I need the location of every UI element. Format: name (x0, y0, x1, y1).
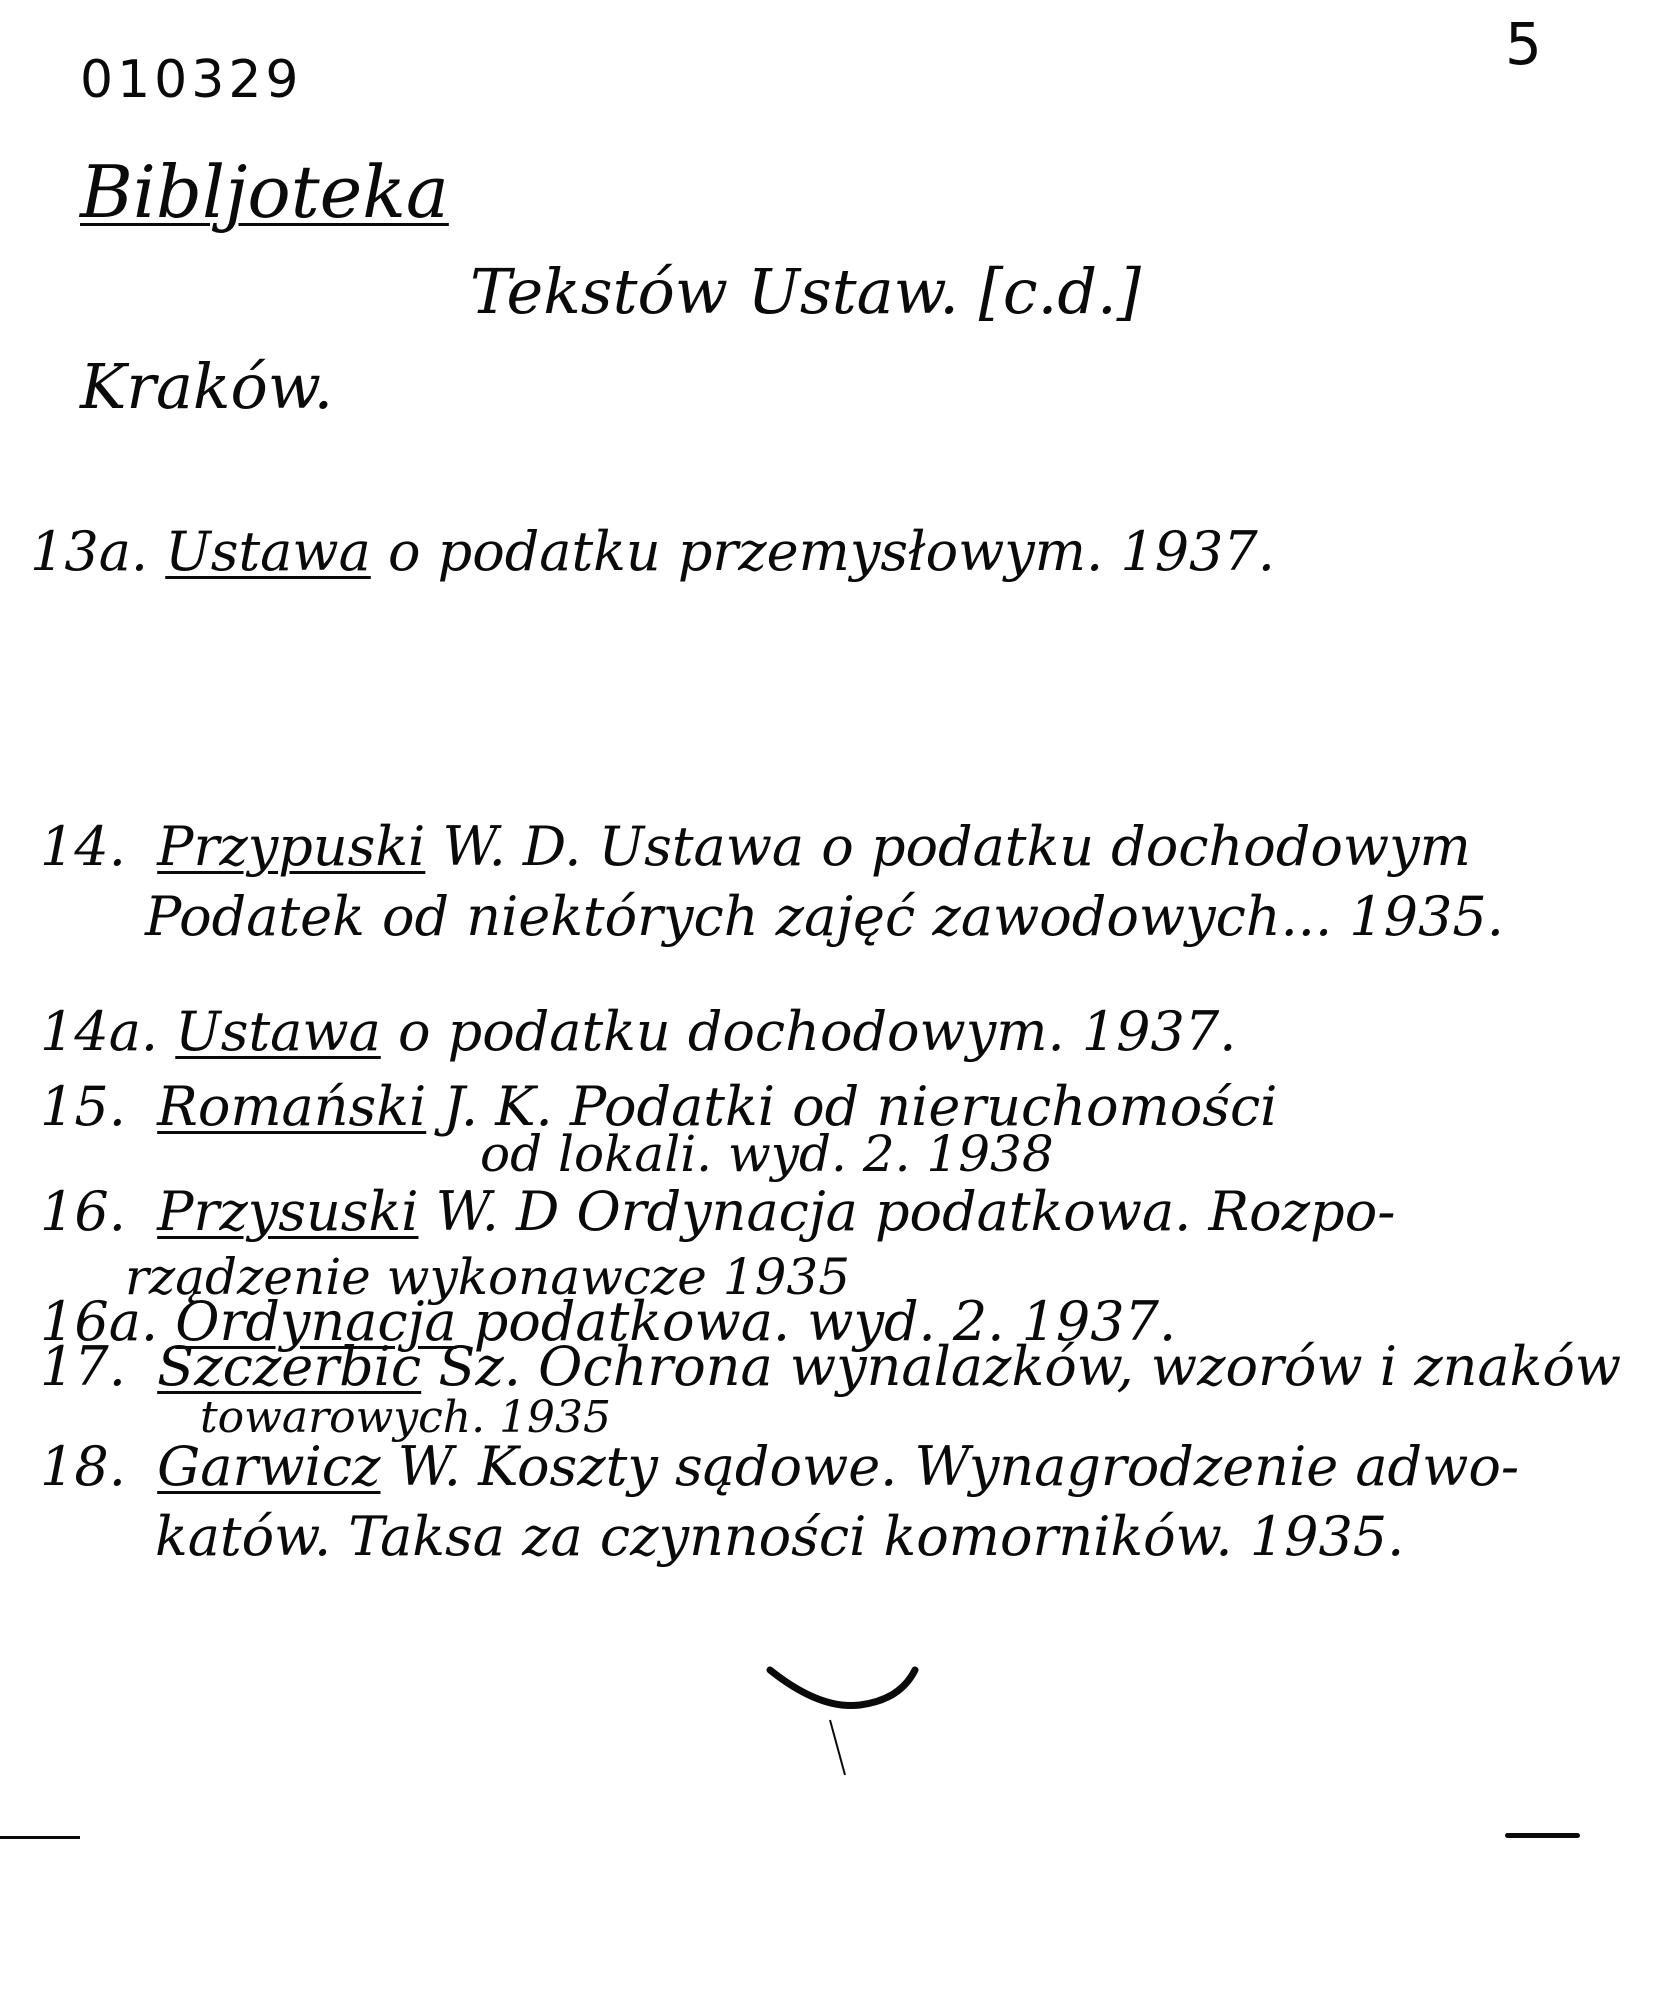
entry-number: 16. (40, 1180, 126, 1243)
entry-text: J. K. Podatki od nieruchomości (443, 1075, 1278, 1138)
entry-author: Garwicz (157, 1435, 381, 1498)
entry-17 (40, 1335, 1621, 1398)
entry-text: W. Koszty sądowe. Wynagrodzenie adwo- (397, 1435, 1520, 1498)
entry-number: 18. (40, 1435, 126, 1498)
entry-15-line2: od lokali. wyd. 2. 1938 (480, 1125, 1054, 1183)
entry-text: o podatku przemysłowym. 1937. (387, 520, 1275, 583)
entry-number: 15. (40, 1075, 126, 1138)
entry-18 (40, 1435, 1519, 1498)
scan-edge-mark-right (1505, 1833, 1580, 1838)
entry-author: Przysuski (157, 1180, 419, 1243)
entry-16 (40, 1180, 1395, 1243)
entry-text: Sz. Ochrona wynalazków, wzorów i znaków (438, 1335, 1622, 1398)
entry-14-line2: Podatek od niektórych zajęć zawodowych... 1935. (145, 885, 1504, 948)
catalog-subtitle: Tekstów Ustaw. [c.d.] (470, 255, 1141, 328)
entry-text: o podatku dochodowym. 1937. (397, 1000, 1237, 1063)
entry-number: 16a. (40, 1290, 159, 1353)
entry-text: podatkowa. wyd. 2. 1937. (473, 1290, 1177, 1353)
scan-edge-mark-left (0, 1836, 80, 1839)
entry-number: 14a. (40, 1000, 159, 1063)
page-number: 5 (1505, 10, 1542, 78)
entry-17-line2: towarowych. 1935 (200, 1392, 612, 1443)
entry-author: Przypuski (157, 815, 426, 878)
catalog-place: Kraków. (80, 350, 334, 423)
entry-author: Ustawa (175, 1000, 381, 1063)
entry-13a (30, 520, 1275, 583)
entry-author: Ordynacja (175, 1290, 457, 1353)
entry-author: Ustawa (165, 520, 371, 583)
entry-number: 14. (40, 815, 126, 878)
entry-number: 13a. (30, 520, 149, 583)
entry-18-line2: katów. Taksa za czynności komorników. 1935. (155, 1505, 1405, 1568)
entry-author: Romański (157, 1075, 427, 1138)
entry-number: 17. (40, 1335, 126, 1398)
entry-author: Szczerbic (157, 1335, 422, 1398)
catalog-title: Bibljoteka (80, 150, 449, 234)
flourish-mark (760, 1650, 930, 1790)
entry-text: W. D. Ustawa o podatku dochodowym (442, 815, 1471, 878)
entry-text: W. D Ordynacja podatkowa. Rozpo- (435, 1180, 1396, 1243)
entry-14 (40, 815, 1471, 878)
catalog-id: 010329 (80, 50, 303, 110)
entry-14a (40, 1000, 1236, 1063)
entry-16-line2: rządzenie wykonawcze 1935 (125, 1248, 850, 1306)
